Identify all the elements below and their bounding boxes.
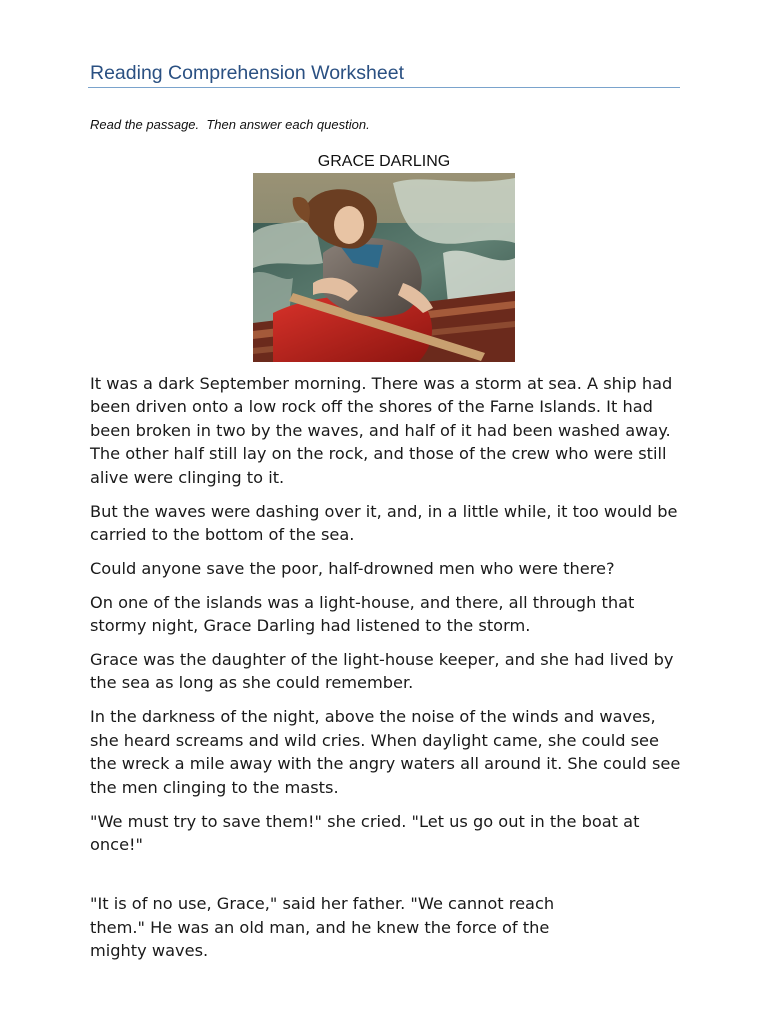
passage-paragraph: In the darkness of the night, above the noise of the winds and waves, she heard screams and wild cries. When daylight came, she could see the wreck a mile away with the angry waters all around it. She could see the men clinging to the masts. bbox=[90, 707, 681, 797]
story-illustration bbox=[253, 173, 515, 362]
passage-paragraph: It was a dark September morning. There was a storm at sea. A ship had been driven onto a low rock off the shores of the Farne Islands. It had been broken in two by the waves, and half of it had been washed away. The other half still lay on the rock, and those of the crew who were still alive were clinging to it. bbox=[90, 374, 673, 487]
instructions-text: Read the passage. Then answer each question. bbox=[90, 117, 370, 132]
page-title: Reading Comprehension Worksheet bbox=[90, 62, 404, 84]
passage-paragraph: "It is of no use, Grace," said her father. "We cannot reach them." He was an old man, and he knew the force of the mighty waves. bbox=[90, 894, 555, 961]
passage-paragraph: Could anyone save the poor, half-drowned men who were there? bbox=[90, 558, 615, 578]
story-title: GRACE DARLING bbox=[317, 153, 451, 170]
passage-paragraph: Grace was the daughter of the light-house keeper, and she had lived by the sea as long as she could remember. bbox=[90, 650, 674, 693]
story-passage bbox=[90, 372, 682, 973]
passage-paragraph: But the waves were dashing over it, and, in a little while, it too would be carried to the bottom of the sea. bbox=[90, 501, 678, 544]
title-divider bbox=[88, 87, 680, 88]
passage-paragraph: On one of the islands was a light-house, and there, all through that stormy night, Grace Darling had listened to the storm. bbox=[90, 592, 635, 636]
passage-paragraph: "We must try to save them!" she cried. "Let us go out in the boat at once!" bbox=[90, 811, 640, 854]
